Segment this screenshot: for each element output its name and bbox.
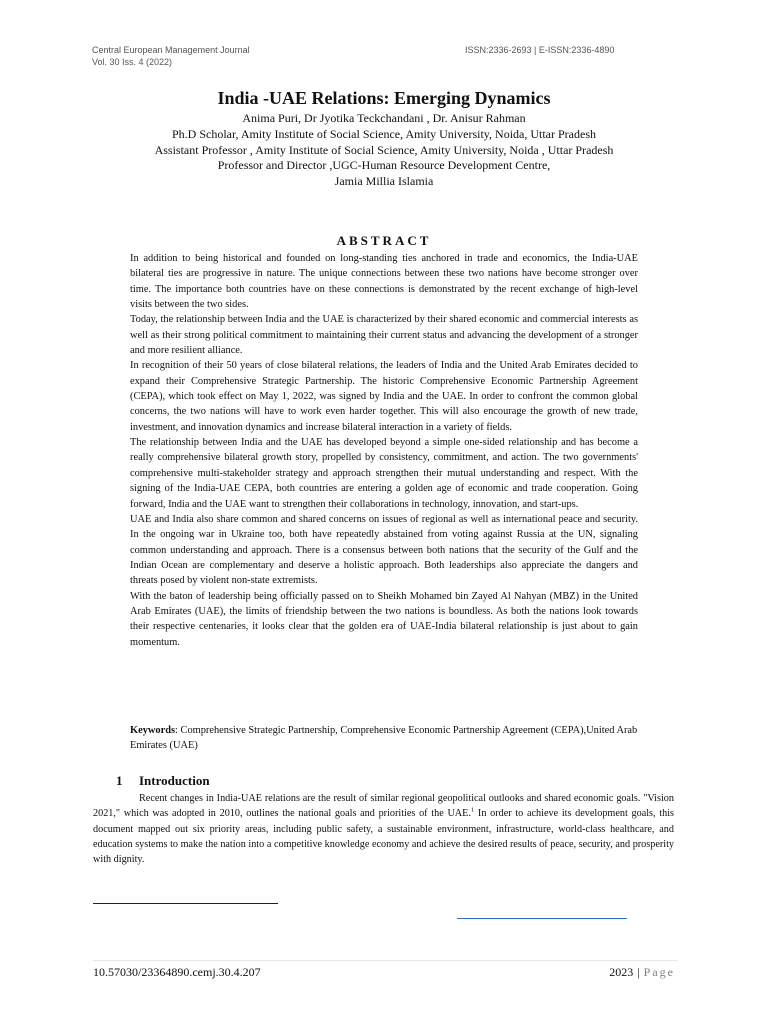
abstract-paragraph: In recognition of their 50 years of close bilateral relations, the leaders of India and the United Arab Emirates decided to expand their Comprehensive Strategic Partnership. The historic Comprehensive Economic Partnership Agreement (CEPA), which took effect on May 1, 2022, was signed by India and the UAE. In order to confront the common global concerns, the two nations will have to work even harder together. This will also encourage the growth of new trade, investment, and innovation dynamics and increase bilateral interaction in a variety of fields.: [130, 360, 638, 433]
keywords-label: Keywords: [130, 725, 176, 736]
page-footer: [609, 964, 675, 980]
footnote-separator: [93, 903, 278, 904]
running-header-left: [92, 44, 250, 68]
journal-volume: Vol. 30 Iss. 4 (2022): [92, 57, 173, 67]
abstract-paragraph: UAE and India also share common and shared concerns on issues of regional as well as international peace and security. In the ongoing war in Ukraine too, both have repeatedly abstained from voting against Russia at the UN, signaling common understanding and approach. There is a consensus between both nations that the security of the Gulf and the Indian Ocean are complementary and deserve a holistic approach. Both leaderships also appreciate the dangers and threats posed by violent non-state extremists.: [130, 513, 638, 587]
keywords-text: : Comprehensive Strategic Partnership, Comprehensive Economic Partnership Agreement (CEPA),United Arab Emirates (UAE): [130, 725, 638, 752]
abstract-body: [130, 251, 638, 650]
running-header-right: [465, 44, 614, 56]
intro-text-part-2: In order to achieve its development goals, this document mapped out six priority areas, including public safety, a sustainable environment, infrastructure, world-class healthcare, and education systems to make the nation into a competitive knowledge economy and achieve the desired results of peace, security, and prosperity with dignity.: [93, 808, 674, 866]
section-number: 1: [116, 773, 123, 788]
affiliation-line: Assistant Professor , Amity Institute of Social Science, Amity University, Noida , Uttar Pradesh: [154, 142, 614, 157]
author-block: [0, 111, 768, 190]
abstract-paragraph: With the baton of leadership being officially passed on to Sheikh Mohamed bin Zayed Al Nahyan (MBZ) in the United Arab Emirates (UAE), the limits of friendship between the two nations is boundless. As both the nations look towards their respective centenaries, it looks clear that the golden era of UAE-India bilateral relationship is just about to gain momentum.: [130, 590, 638, 648]
affiliation-line: Professor and Director ,UGC-Human Resource Development Centre,: [217, 158, 551, 173]
paper-title: India -UAE Relations: Emerging Dynamics: [217, 88, 551, 108]
keywords: [130, 723, 638, 754]
affiliation-line: Jamia Millia Islamia: [334, 174, 434, 189]
journal-issn: ISSN:2336-2693 | E-ISSN:2336-4890: [465, 45, 615, 55]
section-title: Introduction: [139, 773, 210, 788]
section-heading-introduction: [116, 772, 210, 790]
abstract-paragraph: The relationship between India and the UAE has developed beyond a simple one-sided relationship and has become a really comprehensive bilateral growth story, propelled by consistency, commitment, and action. The two governments' comprehensive multi-stakeholder strategy and approach strengthen their mutual understanding and respect. With the signing of the India-UAE CEPA, both countries are entering a golden age of economic and trade cooperation. Going forward, India and the UAE want to strengthen their collaborations in technology, innovation, and start-ups.: [130, 437, 638, 510]
footer-divider: [93, 960, 678, 961]
author-names: Anima Puri, Dr Jyotika Teckchandani , Dr. Anisur Rahman: [242, 111, 526, 125]
journal-name: Central European Management Journal: [92, 45, 250, 55]
footer-year: 2023: [609, 965, 634, 979]
footer-separator: |: [637, 965, 640, 979]
intro-text-part-1: Recent changes in India-UAE relations are the result of similar regional geopolitical outlooks and shared economic goals. "Vision 2021," which was adopted in 2010, outlines the national goals and priorities of the UAE.: [93, 793, 674, 820]
abstract-heading: ABSTRACT: [336, 233, 432, 248]
footnote-link-underline: [457, 918, 627, 919]
abstract-paragraph: Today, the relationship between India and the UAE is characterized by their shared economic and commercial interests as well as their strong political commitment to maintaining their current status and advancing the development of a stronger and more resilient alliance.: [130, 314, 638, 357]
footnote-ref-link[interactable]: 1: [470, 806, 475, 814]
abstract-paragraph: In addition to being historical and founded on long-standing ties anchored in trade and economics, the India-UAE bilateral ties are progressive in nature. The unique connections between these two nations have become stronger over time. The importance both countries have on these connections is demonstrated by the recent exchange of high-level visits between the two sides.: [130, 253, 638, 311]
doi: 10.57030/23364890.cemj.30.4.207: [93, 965, 261, 979]
introduction-paragraph: [93, 791, 674, 867]
affiliation-line: Ph.D Scholar, Amity Institute of Social Science, Amity University, Noida, Uttar Pradesh: [171, 126, 596, 141]
page-label: Page: [643, 965, 675, 979]
